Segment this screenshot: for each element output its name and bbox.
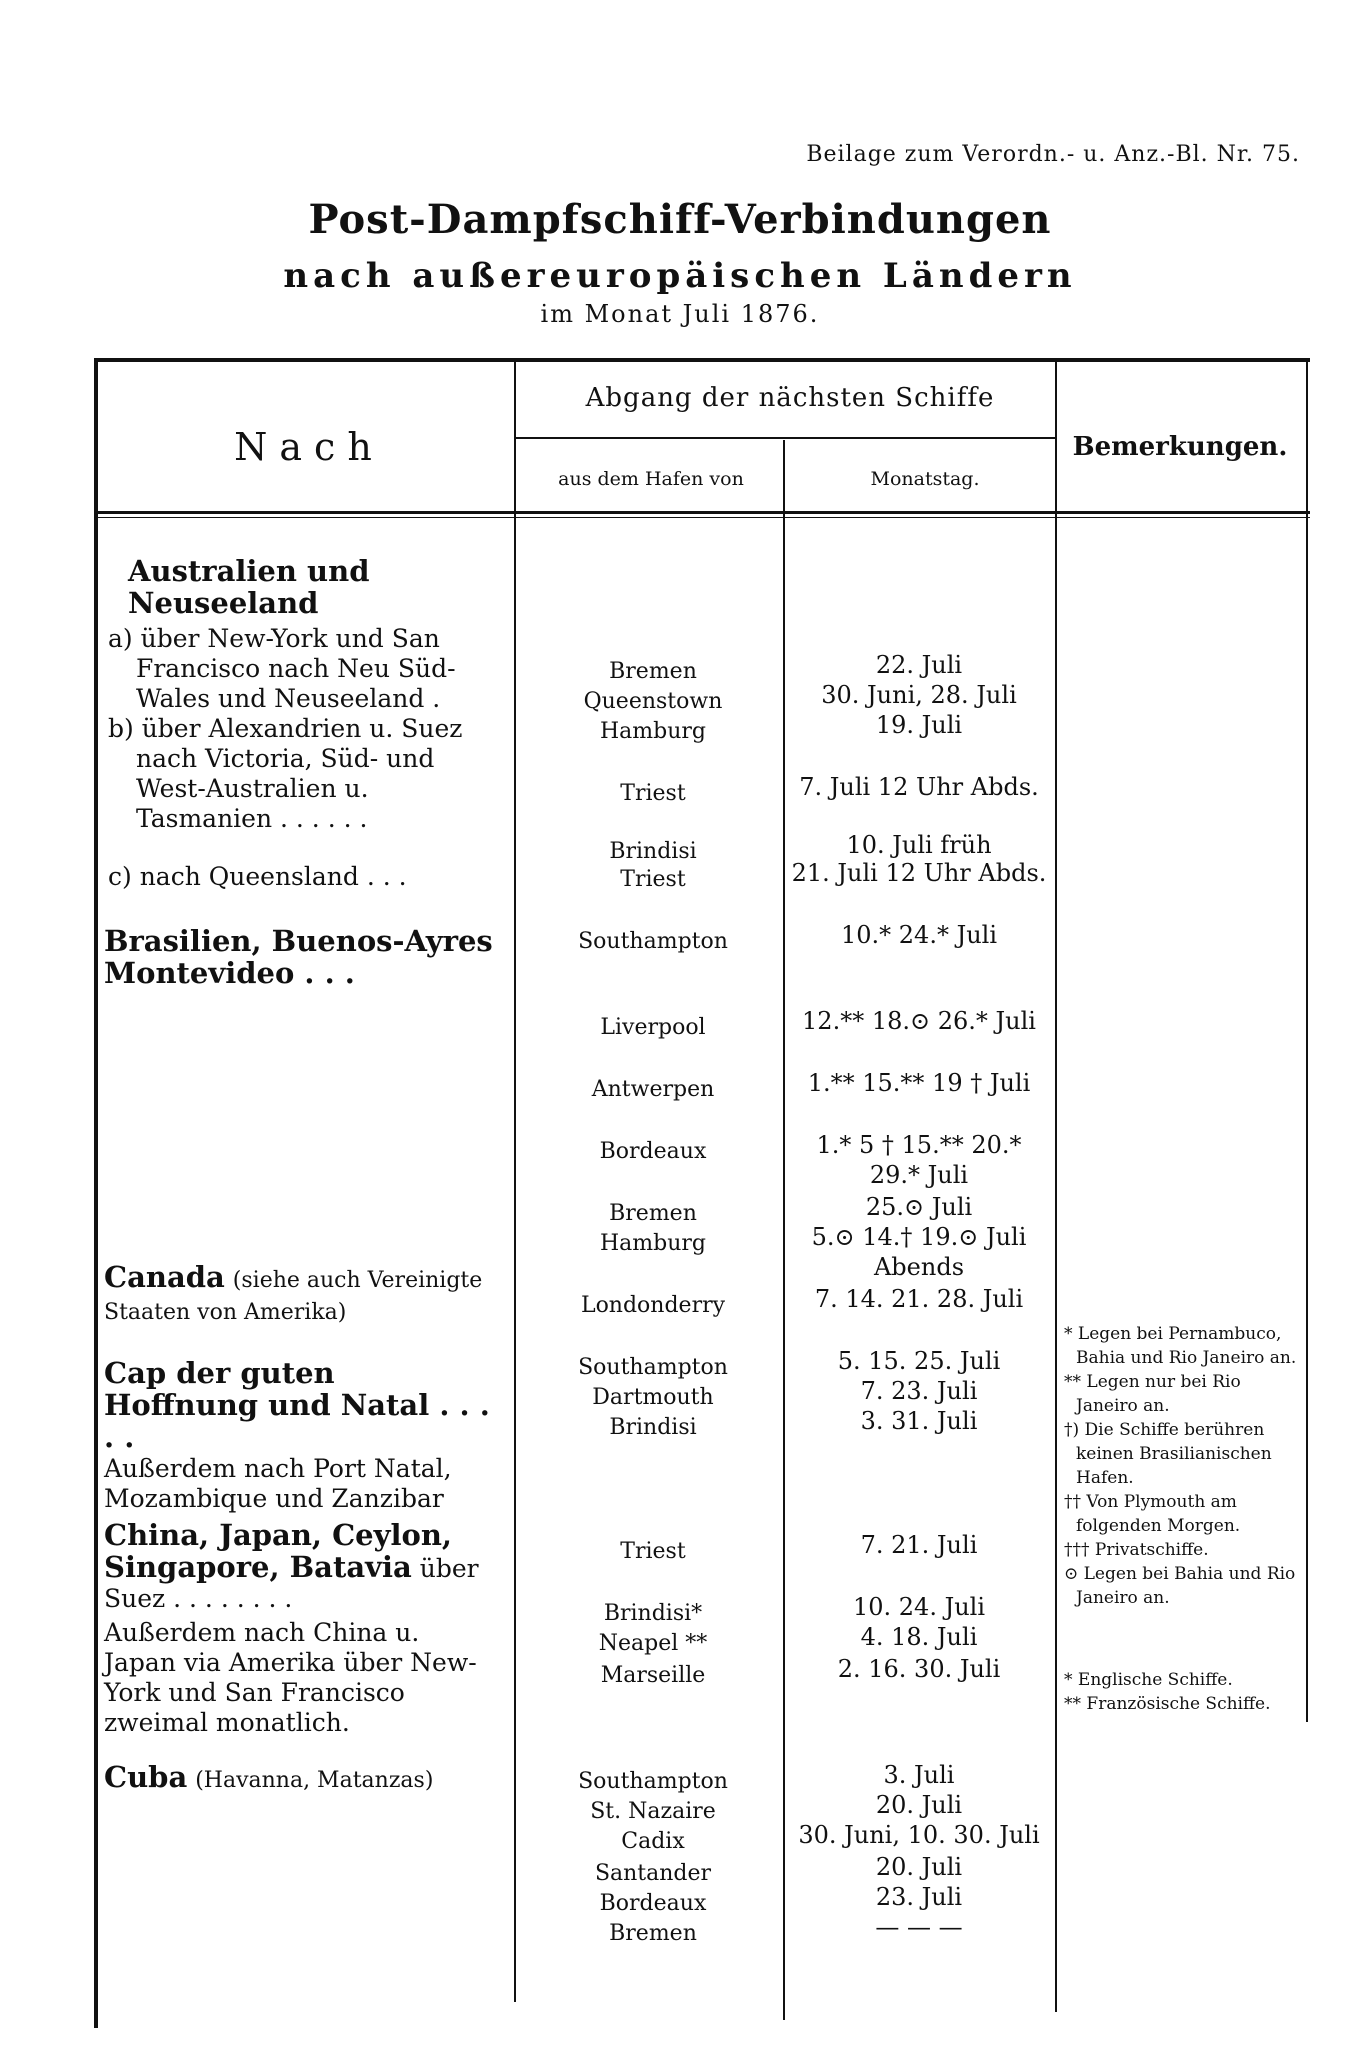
departure-port: Hamburg: [599, 719, 706, 744]
abgang-rule: [516, 437, 1056, 439]
destination-heading: Canada: [104, 1260, 225, 1294]
destination-extra: Außerdem nach Port Natal, Mozambique und Zanzibar: [104, 1454, 452, 1513]
departure-port: Liverpool: [600, 1015, 706, 1040]
departure-date: 3. 31. Juli: [860, 1407, 978, 1435]
remarks-block-brasilien: [1064, 1322, 1306, 1610]
destination-heading: Cuba: [104, 1760, 188, 1794]
departure-date: 2. 16. 30. Juli: [837, 1655, 1001, 1683]
departure-date: 20. Juli: [875, 1791, 963, 1819]
remark: * Englische Schiffe.: [1064, 1670, 1233, 1690]
departure-date: Abends: [873, 1253, 965, 1281]
remark: †† Von Plymouth am folgenden Morgen.: [1064, 1492, 1241, 1536]
departure-date: 10.* 24.* Juli: [840, 921, 998, 949]
departure-port: Hamburg: [599, 1231, 706, 1256]
departure-date: 1.* 5 † 15.** 20.*: [816, 1131, 1022, 1159]
departure-port: Bremen: [609, 1921, 697, 1946]
column-header-abgang: Abgang der nächsten Schiffe: [585, 383, 995, 413]
departure-port: Antwerpen: [591, 1077, 715, 1102]
page-month: im Monat Juli 1876.: [540, 300, 820, 328]
destination-australien: [104, 556, 494, 892]
destination-note: (siehe auch Vereinigte Staaten von Amerika): [104, 1268, 483, 1325]
departure-port: Queenstown: [583, 689, 723, 714]
departure-port: Southampton: [578, 929, 728, 954]
table-header-rule: [94, 511, 1310, 514]
supplement-reference: Beilage zum Verordn.- u. Anz.-Bl. Nr. 75.: [806, 142, 1300, 167]
departure-date: 20. Juli: [875, 1853, 963, 1881]
left-border-rule: [94, 358, 98, 2028]
remark: †) Die Schiffe berühren keinen Brasilianischen Hafen.: [1064, 1420, 1272, 1488]
departure-date: 29.* Juli: [869, 1161, 969, 1189]
departure-date: 19. Juli: [875, 711, 963, 739]
destination-heading: Brasilien, Buenos-Ayres Montevideo . . .: [104, 924, 493, 990]
remark: ††† Privatschiffe.: [1064, 1540, 1209, 1560]
destination-brasilien: [104, 926, 494, 990]
destination-cuba: [104, 1762, 494, 1796]
departure-date: — — —: [875, 1913, 963, 1941]
departure-port: Londonderry: [580, 1293, 726, 1318]
departure-date: 5.⊙ 14.† 19.⊙ Juli: [811, 1223, 1027, 1251]
departure-date: 7. 23. Juli: [860, 1377, 978, 1405]
column-header-bemerkungen: Bemerkungen.: [1072, 432, 1288, 462]
remark: ** Legen nur bei Rio Janeiro an.: [1064, 1372, 1241, 1416]
destination-heading: Cap der guten Hoffnung und Natal . . . . .: [104, 1356, 490, 1454]
right-border-rule: [1306, 362, 1308, 1722]
departure-date: 23. Juli: [875, 1883, 963, 1911]
departure-port: Bordeaux: [599, 1139, 707, 1164]
departure-date: 3. Juli: [883, 1761, 955, 1789]
departure-port: Bordeaux: [599, 1891, 707, 1916]
table-top-rule: [94, 358, 1310, 362]
page-subtitle: nach außereuropäischen Ländern: [283, 256, 1077, 296]
destination-china: [104, 1520, 494, 1738]
departure-port: Triest: [620, 867, 686, 892]
departure-date: 10. Juli früh: [846, 831, 992, 859]
route-c: c) nach Queensland . . .: [108, 862, 407, 891]
departure-port: Southampton: [578, 1769, 728, 1794]
departure-port: Neapel **: [598, 1631, 708, 1656]
remarks-block-china: [1064, 1668, 1306, 1716]
departure-date: 21. Juli 12 Uhr Abds.: [791, 859, 1047, 887]
departure-date: 25.⊙ Juli: [865, 1193, 973, 1221]
departure-date: 5. 15. 25. Juli: [837, 1347, 1001, 1375]
destination-via: über Suez . . . . . . . .: [104, 1554, 479, 1613]
departure-port: Santander: [594, 1861, 712, 1886]
remark: * Legen bei Pernambuco, Bahia und Rio Janeiro an.: [1064, 1324, 1297, 1368]
destination-canada: [104, 1262, 494, 1328]
departure-port: Bremen: [609, 1201, 697, 1226]
departure-date: 10. 24. Juli: [852, 1593, 986, 1621]
column-header-hafen: aus dem Hafen von: [558, 468, 744, 490]
page-title: Post-Dampfschiff-Verbindungen: [308, 196, 1052, 243]
remark: ⊙ Legen bei Bahia und Rio Janeiro an.: [1064, 1564, 1296, 1608]
departure-port: Brindisi: [609, 1415, 697, 1440]
remark: ** Französische Schiffe.: [1064, 1694, 1271, 1714]
departure-port: Southampton: [578, 1355, 728, 1380]
departure-date: 7. 14. 21. 28. Juli: [814, 1285, 1024, 1313]
departure-date: 12.** 18.⊙ 26.* Juli: [802, 1007, 1036, 1035]
table-header-rule-2: [94, 517, 1310, 518]
departure-port: Cadix: [621, 1829, 685, 1854]
destination-heading: China, Japan, Ceylon, Singapore, Batavia: [104, 1518, 453, 1584]
column-header-monatstag: Monatstag.: [870, 468, 980, 490]
column-header-nach: Nach: [234, 425, 384, 469]
departure-port: Brindisi: [609, 839, 697, 864]
departure-date: 7. 21. Juli: [860, 1531, 978, 1559]
route-a: a) über New-York und San Francisco nach Neu Süd-Wales und Neuseeland .: [108, 624, 456, 713]
departure-port: St. Nazaire: [590, 1799, 716, 1824]
destination-heading: Australien und Neuseeland: [128, 554, 370, 620]
destination-extra: Außerdem nach China u. Japan via Amerika über New-York und San Francisco zweimal monatlich.: [104, 1618, 477, 1737]
departure-date: 7. Juli 12 Uhr Abds.: [799, 773, 1039, 801]
departure-port: Marseille: [600, 1663, 706, 1688]
departure-date: 30. Juni, 28. Juli: [821, 681, 1017, 709]
departure-date: 22. Juli: [875, 651, 963, 679]
destination-note: (Havanna, Matanzas): [195, 1768, 434, 1793]
departure-date: 4. 18. Juli: [860, 1623, 978, 1651]
tag-column-rule: [1055, 362, 1057, 2012]
departure-port: Triest: [620, 1539, 686, 1564]
departure-date: 1.** 15.** 19 † Juli: [807, 1069, 1031, 1097]
departure-port: Brindisi*: [603, 1601, 703, 1626]
departure-port: Bremen: [609, 659, 697, 684]
departure-port: Dartmouth: [592, 1385, 714, 1410]
departure-port: Triest: [620, 781, 686, 806]
destination-cap: [104, 1358, 494, 1514]
departure-date: 30. Juni, 10. 30. Juli: [798, 1821, 1040, 1849]
route-b: b) über Alexandrien u. Suez nach Victoria, Süd- und West-Australien u. Tasmanien . . . . . .: [108, 714, 463, 833]
nach-column-rule: [514, 362, 516, 2002]
